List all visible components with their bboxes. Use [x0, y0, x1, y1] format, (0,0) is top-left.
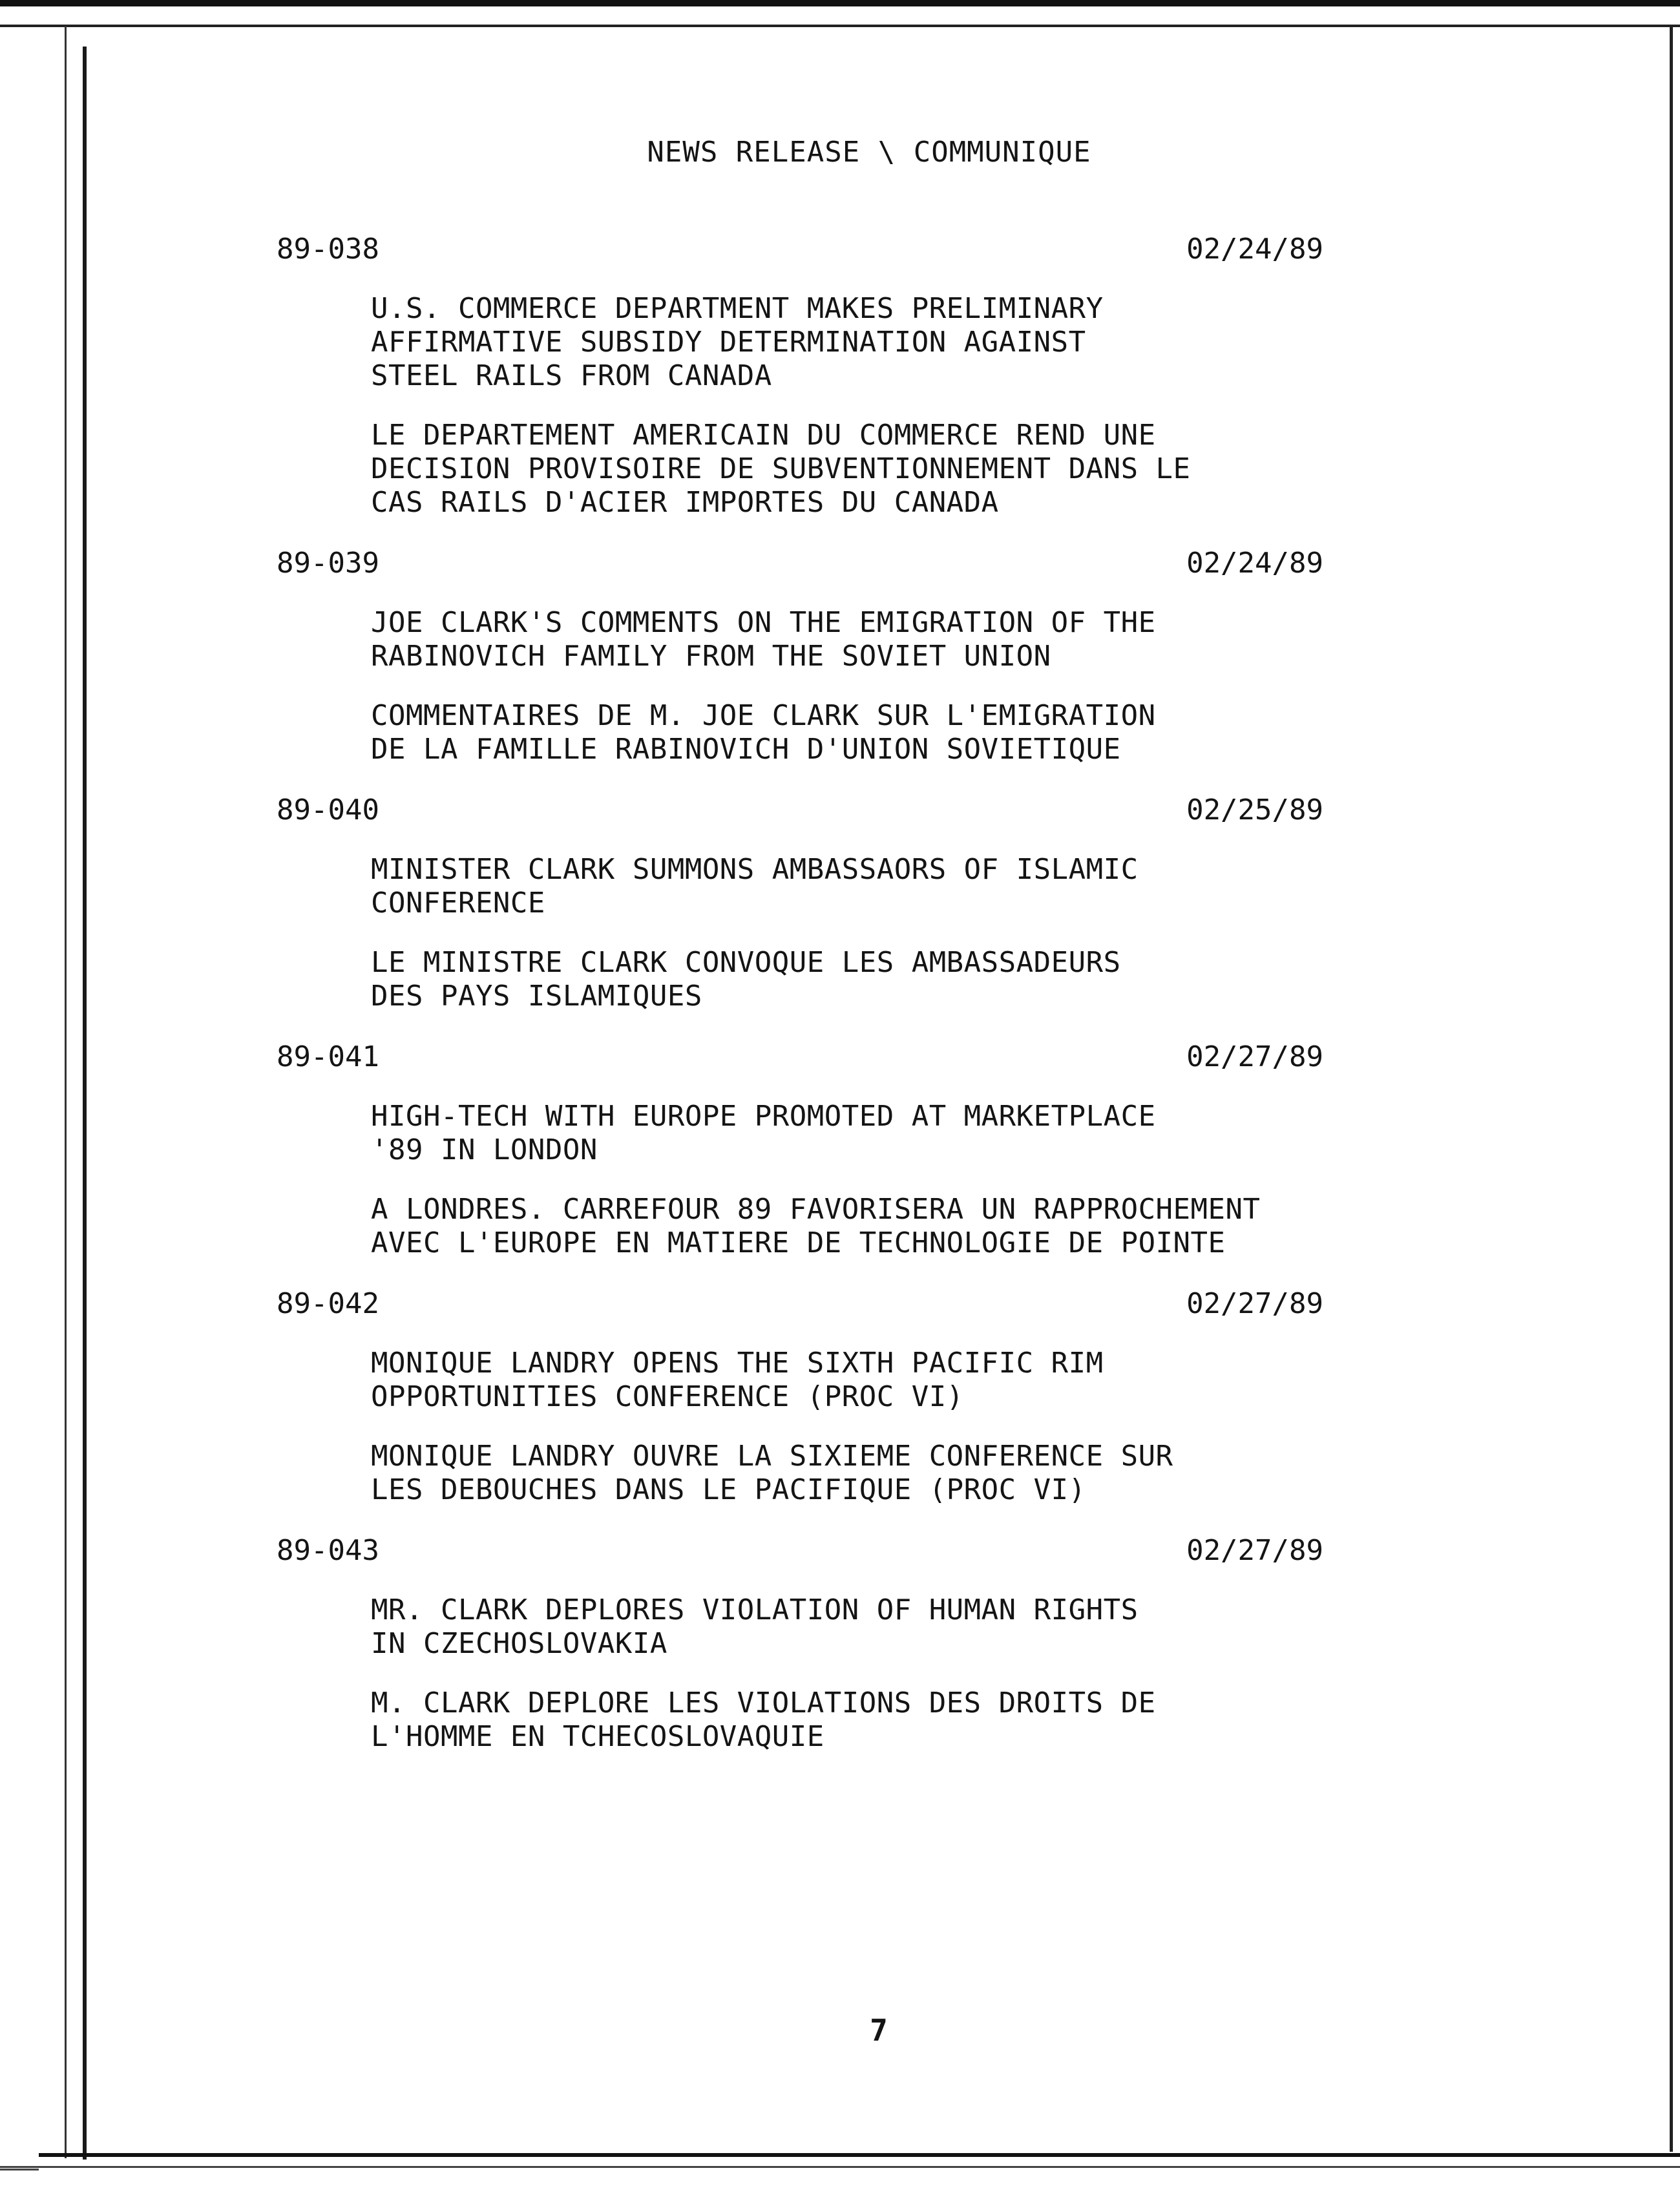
- release-title-english: MONIQUE LANDRY OPENS THE SIXTH PACIFIC RIM OPPORTUNITIES CONFERENCE (PROC VI): [371, 1347, 1104, 1413]
- release-number: 89-043: [277, 1534, 379, 1567]
- release-number: 89-039: [277, 547, 379, 580]
- release-header: [277, 794, 1323, 827]
- release-date: 02/27/89: [1186, 1287, 1323, 1320]
- release-number: 89-042: [277, 1287, 379, 1320]
- release-title-french: LE MINISTRE CLARK CONVOQUE LES AMBASSADEURS DES PAYS ISLAMIQUES: [371, 946, 1121, 1013]
- release-number: 89-041: [277, 1040, 379, 1073]
- release-header: [277, 547, 1323, 580]
- release-title-english: MINISTER CLARK SUMMONS AMBASSAORS OF ISLAMIC CONFERENCE: [371, 853, 1139, 920]
- release-entry: [277, 1040, 1323, 1260]
- release-title-english: HIGH-TECH WITH EUROPE PROMOTED AT MARKETPLACE '89 IN LONDON: [371, 1100, 1156, 1166]
- release-date: 02/27/89: [1186, 1040, 1323, 1073]
- release-entry: [277, 1287, 1323, 1507]
- release-header: [277, 1534, 1323, 1568]
- release-number: 89-040: [277, 794, 379, 826]
- release-title-french: MONIQUE LANDRY OUVRE LA SIXIEME CONFERENCE SUR LES DEBOUCHES DANS LE PACIFIQUE (PROC VI): [371, 1440, 1173, 1506]
- scan-border-top-inner: [0, 25, 1680, 27]
- page-title: NEWS RELEASE \ COMMUNIQUE: [647, 136, 1091, 169]
- release-date: 02/24/89: [1186, 547, 1323, 580]
- release-title-french: LE DEPARTEMENT AMERICAIN DU COMMERCE REND UNE DECISION PROVISOIRE DE SUBVENTIONNEMENT DANS LE CAS RAILS D'ACIER IMPORTES DU CANADA: [371, 419, 1191, 519]
- release-entry: [277, 794, 1323, 1013]
- release-entry: [277, 547, 1323, 766]
- release-title-english: MR. CLARK DEPLORES VIOLATION OF HUMAN RIGHTS IN CZECHOSLOVAKIA: [371, 1593, 1139, 1660]
- release-date: 02/25/89: [1186, 794, 1323, 826]
- scan-border-left: [83, 47, 87, 2160]
- release-header: [277, 1287, 1323, 1321]
- release-header: [277, 1040, 1323, 1074]
- release-title-english: JOE CLARK'S COMMENTS ON THE EMIGRATION OF THE RABINOVICH FAMILY FROM THE SOVIET UNION: [371, 606, 1156, 673]
- scan-border-bottom-outer: [0, 2166, 1680, 2168]
- release-entry: [277, 1534, 1323, 1754]
- release-entry: [277, 233, 1323, 520]
- scan-border-left-outer: [65, 26, 67, 2158]
- scan-border-right: [1670, 26, 1673, 2152]
- scan-border-bottom: [39, 2153, 1680, 2157]
- release-header: [277, 233, 1323, 266]
- release-title-french: COMMENTAIRES DE M. JOE CLARK SUR L'EMIGRATION DE LA FAMILLE RABINOVICH D'UNION SOVIETIQUE: [371, 699, 1156, 766]
- release-list: [277, 233, 1323, 1781]
- scan-border-top: [0, 0, 1680, 6]
- release-date: 02/24/89: [1186, 233, 1323, 266]
- release-title-english: U.S. COMMERCE DEPARTMENT MAKES PRELIMINARY AFFIRMATIVE SUBSIDY DETERMINATION AGAINST STEEL RAILS FROM CANADA: [371, 292, 1104, 392]
- scan-notch: [0, 2169, 39, 2171]
- release-title-french: A LONDRES. CARREFOUR 89 FAVORISERA UN RAPPROCHEMENT AVEC L'EUROPE EN MATIERE DE TECHNOLOGIE DE POINTE: [371, 1193, 1261, 1259]
- release-date: 02/27/89: [1186, 1534, 1323, 1567]
- release-number: 89-038: [277, 233, 379, 266]
- page-number: 7: [870, 2013, 888, 2048]
- release-title-french: M. CLARK DEPLORE LES VIOLATIONS DES DROITS DE L'HOMME EN TCHECOSLOVAQUIE: [371, 1687, 1156, 1753]
